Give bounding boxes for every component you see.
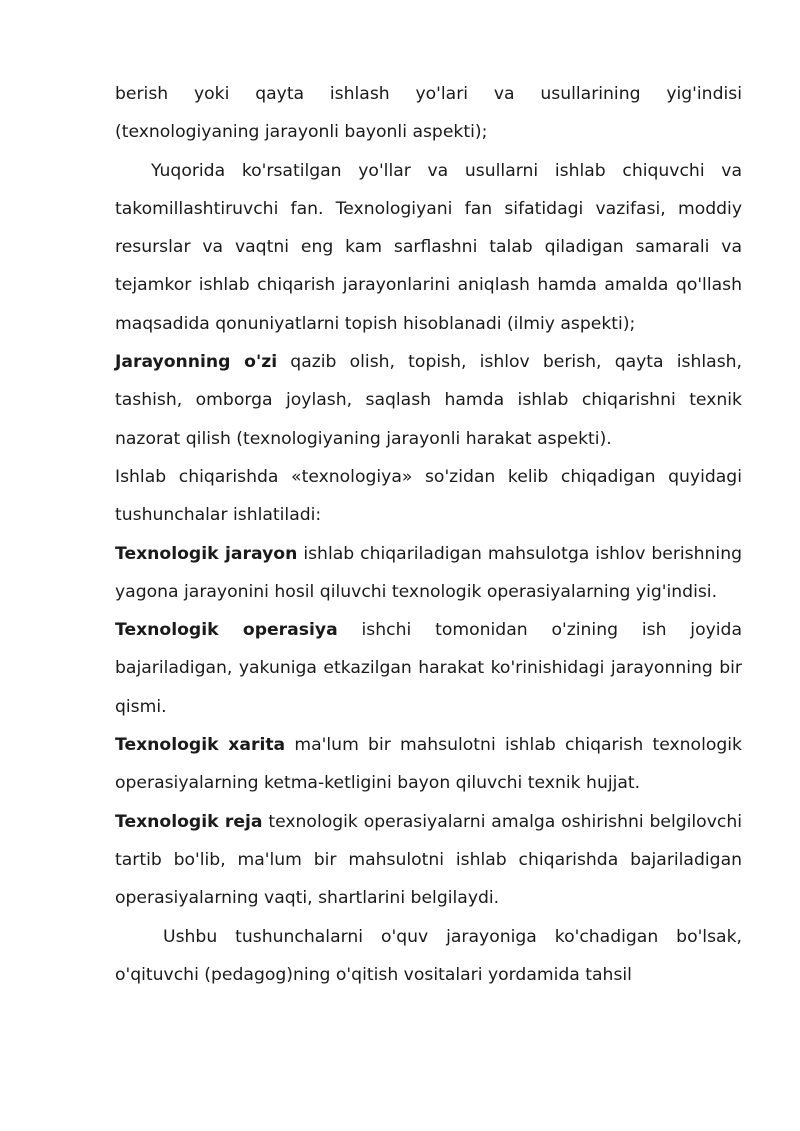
term-label: Jarayonning o'zi (115, 352, 278, 373)
paragraph-texnologik-jarayon (115, 535, 742, 612)
paragraph-jarayonning-ozi (115, 343, 742, 458)
paragraph-ushbu (115, 918, 742, 995)
term-label: Texnologik jarayon (115, 543, 298, 564)
paragraph-text: Ishlab chiqarishda «texnologiya» so'zidan kelib chiqadigan quyidagi tushunchalar ishlatiladi: (115, 466, 742, 526)
paragraph-texnologik-xarita (115, 726, 742, 803)
paragraph-texnologik-operasiya (115, 611, 742, 726)
paragraph-text: ma'lum bir mahsulotni ishlab chiqarish texnologik operasiyalarning ketma-ketligini bayon qiluvchi texnik hujjat. (115, 735, 742, 794)
term-label: Texnologik operasiya (115, 620, 338, 641)
paragraph-fan-definition (115, 152, 742, 343)
paragraph-text: Yuqorida ko'rsatilgan yo'llar va usullarni ishlab chiquvchi va takomillashtiruvchi fan. Texnologiyani fan sifatidagi vazifasi, moddiy resurslar va vaqtni eng kam sarflashni talab qiladigan samarali va tejamkor ishlab chiqarish jarayonlarini aniqlash hamda amalda qo'llash maqsadida qonuniyatlarni topish hisoblanadi (ilmiy aspekti); (115, 160, 742, 334)
paragraph-continuation (115, 75, 742, 152)
term-label: Texnologik reja (115, 811, 263, 832)
paragraph-text: ishchi tomonidan o'zining ish joyida bajariladigan, yakuniga etkazilgan harakat ko'rinishidagi jarayonning bir qismi. (115, 620, 742, 717)
paragraph-text: ishlab chiqariladigan mahsulotga ishlov berishning yagona jarayonini hosil qiluvchi texnologik operasiyalarning yig'indisi. (115, 543, 743, 602)
paragraph-text: Ushbu tushunchalarni o'quv jarayoniga ko'chadigan bo'lsak, o'qituvchi (pedagog)ning o'qitish vositalari yordamida tahsil (115, 926, 742, 985)
paragraph-intro-concepts (115, 458, 742, 535)
document-page (115, 75, 742, 994)
paragraph-text: texnologik operasiyalarni amalga oshirishni belgilovchi tartib bo'lib, ma'lum bir mahsulotni ishlab chiqarishda bajariladigan operasiyalarning vaqti, shartlarini belgilaydi. (115, 811, 742, 909)
paragraph-text: qazib olish, topish, ishlov berish, qayta ishlash, tashish, omborga joylash, saqlash hamda ishlab chiqarishni texnik nazorat qilish (texnologiyaning jarayonli harakat aspekti). (115, 352, 743, 449)
paragraph-text: berish yoki qayta ishlash yo'lari va usullarining yig'indisi (texnologiyaning jarayonli bayonli aspekti); (115, 84, 742, 143)
paragraph-texnologik-reja (115, 803, 742, 918)
term-label: Texnologik xarita (115, 735, 286, 756)
